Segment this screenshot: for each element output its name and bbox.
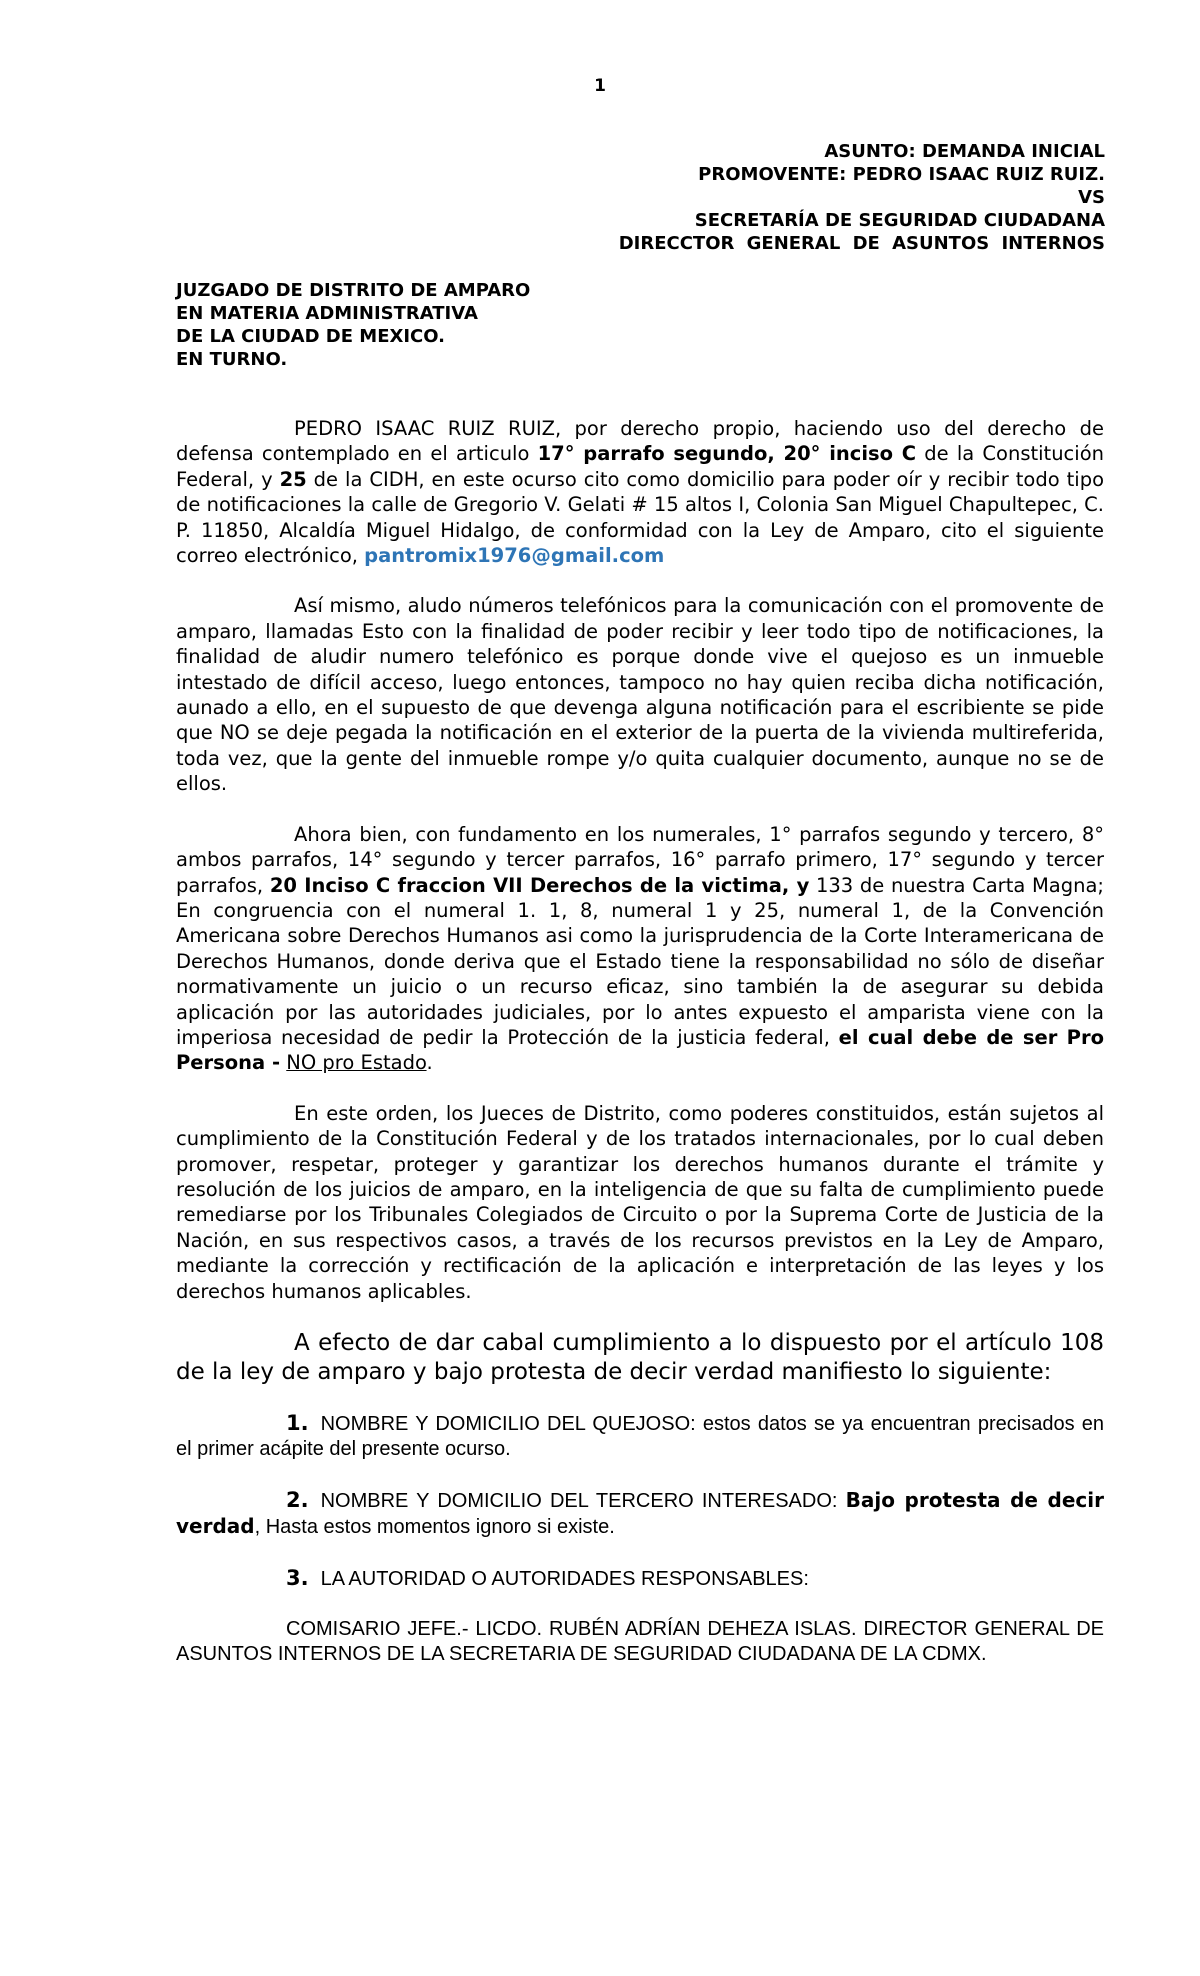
fundamento-bold-2: el cual debe de ser Pro Persona - xyxy=(176,1025,1104,1075)
court-address xyxy=(176,279,530,371)
list-item-autoridades xyxy=(176,1566,1104,1592)
paragraph-comisario: COMISARIO JEFE.- LICDO. RUBÉN ADRÍAN DEHEZA ISLAS. DIRECTOR GENERAL DE ASUNTOS INTERNOS DE LA SECRETARIA DE SEGURIDAD CIUDADANA DE LA CDMX. xyxy=(176,1618,1104,1666)
header-secretaria: SECRETARÍA DE SEGURIDAD CIUDADANA xyxy=(694,210,1105,231)
paragraph-intro xyxy=(176,416,1104,568)
header-asunto: ASUNTO: DEMANDA INICIAL xyxy=(824,141,1105,162)
list-item-quejoso xyxy=(176,1411,1104,1463)
paragraph-efecto: A efecto de dar cabal cumplimiento a lo dispuesto por el artículo 108 de la ley de amparo y bajo protesta de decir verdad manifiesto lo siguiente: xyxy=(176,1330,1104,1385)
document-body xyxy=(176,416,1104,1693)
item-number: 2. xyxy=(286,1487,309,1512)
header-promovente: PROMOVENTE: PEDRO ISAAC RUIZ RUIZ. xyxy=(698,164,1105,185)
fundamento-text-1: Ahora bien, con fundamento en los numerales, 1° parrafos segundo y tercero, 8° ambos parrafos, 14° segundo y tercer parrafos, 16° parrafo primero, 17° segundo y tercer parrafos, xyxy=(176,822,1104,897)
header-vs: VS xyxy=(1078,187,1105,208)
intro-bold-articles: 17° parrafo segundo, 20° inciso C xyxy=(537,442,917,466)
court-line-3: DE LA CIUDAD DE MEXICO. xyxy=(176,326,446,347)
court-line-2: EN MATERIA ADMINISTRATIVA xyxy=(176,303,478,324)
item-text: LA AUTORIDAD O AUTORIDADES RESPONSABLES: xyxy=(320,1567,809,1590)
item-text: NOMBRE Y DOMICILIO DEL QUEJOSO: estos datos se ya encuentran precisados en el primer acápite del presente ocurso. xyxy=(176,1413,1104,1461)
intro-text-3: de la CIDH, en este ocurso cito como domicilio para poder oír y recibir todo tipo de notificaciones la calle de Gregorio V. Gelati # 15 altos I, Colonia San Miguel Chapultepec, C. P. 11850, Alcaldía Miguel Hidalgo, de conformidad con la Ley de Amparo, cito el siguiente correo electrónico, xyxy=(176,467,1105,568)
fundamento-bold-1: 20 Inciso C fraccion VII Derechos de la victima, y xyxy=(269,873,810,897)
item-number: 1. xyxy=(286,1411,309,1435)
header-director: DIRECCTOR GENERAL DE ASUNTOS INTERNOS xyxy=(618,233,1105,254)
court-line-1: JUZGADO DE DISTRITO DE AMPARO xyxy=(176,280,531,301)
intro-text-1: PEDRO ISAAC RUIZ RUIZ, por derecho propio, haciendo uso del derecho de defensa contemplado en el articulo xyxy=(176,417,1104,466)
fundamento-period: . xyxy=(426,1051,433,1075)
paragraph-phones: Así mismo, aludo números telefónicos para la comunicación con el promovente de amparo, llamadas Esto con la finalidad de poder recibir y leer todo tipo de notificaciones, la finalidad de aludir numero telefónico es porque donde vive el quejoso es un inmueble intestado de difícil acceso, luego entonces, tampoco no hay quien reciba dicha notificación, aunado a ello, en el supuesto de que devenga alguna notificación para el escribiente se pide que NO se deje pegada la notificación en el exterior de la puerta de la vivienda multireferida, toda vez, que la gente del inmueble rompe y/o quita cualquier documento, aunque no se de ellos. xyxy=(176,594,1104,796)
intro-bold-25: 25 xyxy=(279,467,307,491)
item-text-2: , Hasta estos momentos ignoro si existe. xyxy=(254,1516,615,1539)
item-bold-text: Bajo protesta de decir verdad xyxy=(176,1487,1104,1539)
fundamento-underlined: NO pro Estado xyxy=(286,1051,427,1075)
paragraph-fundamento xyxy=(176,822,1104,1076)
intro-text-2: de la Constitución Federal, y xyxy=(176,442,1104,491)
item-text: NOMBRE Y DOMICILIO DEL TERCERO INTERESADO: xyxy=(320,1489,846,1512)
page-number: 1 xyxy=(594,76,606,96)
court-line-4: EN TURNO. xyxy=(176,349,288,370)
list-item-tercero xyxy=(176,1488,1104,1541)
case-header xyxy=(619,140,1105,255)
fundamento-text-2: 133 de nuestra Carta Magna; En congruencia con el numeral 1. 1, 8, numeral 1 y 25, numeral 1, de la Convención Americana sobre Derechos Humanos asi como la jurisprudencia de la Corte Interamericana de Derechos Humanos, donde deriva que el Estado tiene la responsabilidad no sólo de diseñar normativamente un juicio o un recurso eficaz, sino también la de asegurar su debida aplicación por las autoridades judiciales, por lo antes expuesto el amparista viene con la imperiosa necesidad de pedir la Protección de la justicia federal, xyxy=(176,873,1105,1049)
email-link[interactable]: pantromix1976@gmail.com xyxy=(364,544,665,568)
paragraph-orden: En este orden, los Jueces de Distrito, como poderes constituidos, están sujetos al cumplimiento de la Constitución Federal y de los tratados internacionales, por lo cual deben promover, respetar, proteger y garantizar los derechos humanos durante el trámite y resolución de los juicios de amparo, en la inteligencia de que su falta de cumplimiento puede remediarse por los Tribunales Colegiados de Circuito o por la Suprema Corte de Justicia de la Nación, en sus respectivos casos, a través de los recursos previstos en la Ley de Amparo, mediante la corrección y rectificación de la aplicación e interpretación de las leyes y los derechos humanos aplicables. xyxy=(176,1101,1104,1303)
item-number: 3. xyxy=(286,1565,309,1590)
